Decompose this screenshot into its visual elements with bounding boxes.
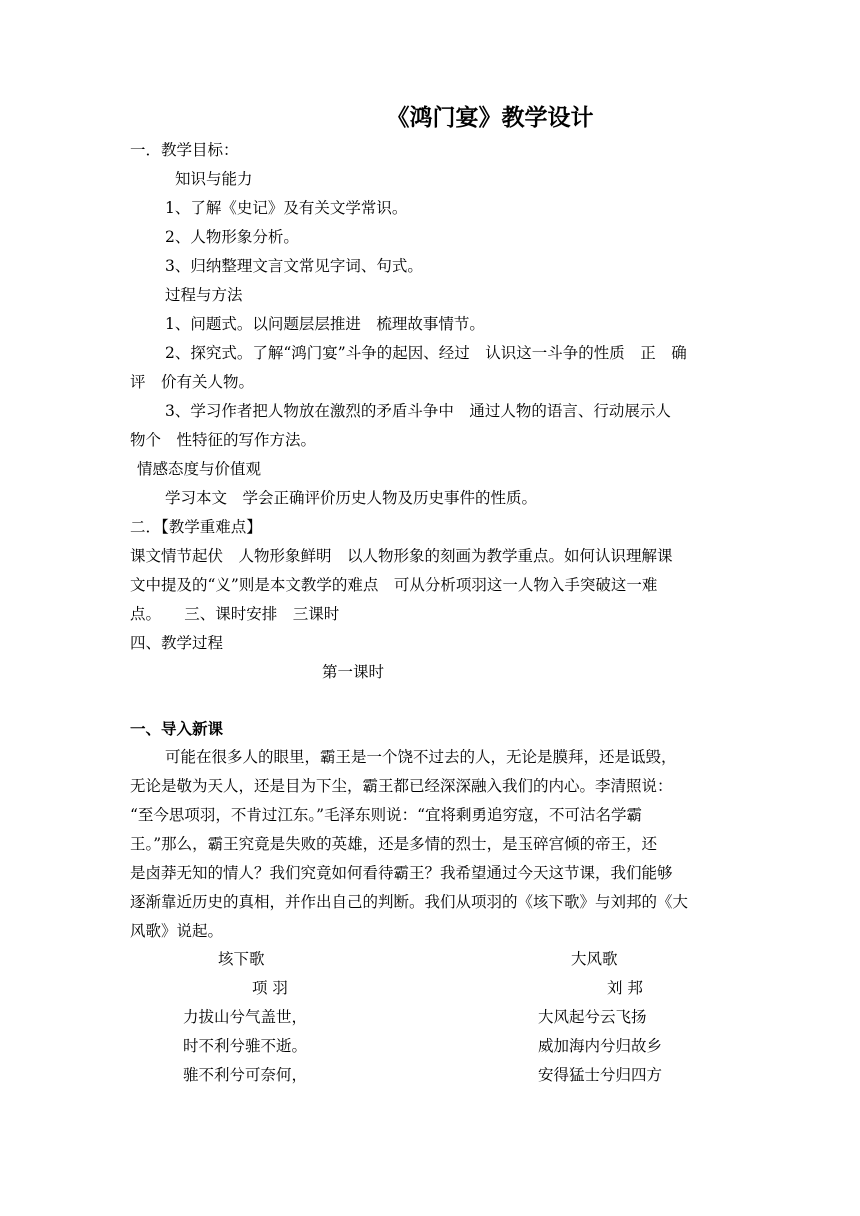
section-1-heading: 一．教学目标： bbox=[130, 141, 239, 159]
poem-right-line-2: 威加海内兮归故乡 bbox=[538, 1037, 663, 1055]
lesson-label: 第一课时 bbox=[322, 663, 385, 681]
knowledge-heading: 知识与能力 bbox=[175, 170, 253, 188]
process-item-2-line-1: 2、探究式。了解“鸿门宴”斗争的起因、经过 认识这一斗争的性质 正 确 bbox=[165, 344, 687, 362]
poem-left-line-1: 力拔山兮气盖世， bbox=[183, 1008, 308, 1026]
process-item-1: 1、问题式。以问题层层推进 梳理故事情节。 bbox=[165, 315, 485, 333]
knowledge-item-1: 1、了解《史记》及有关文学常识。 bbox=[165, 199, 408, 217]
emotion-heading: 情感态度与价值观 bbox=[137, 460, 262, 478]
poem-right-author: 刘 邦 bbox=[607, 979, 643, 997]
intro-heading: 一、导入新课 bbox=[130, 720, 224, 738]
intro-paragraph-line-6: 逐渐靠近历史的真相，并作出自己的判断。我们从项羽的《垓下歌》与刘邦的《大 bbox=[130, 893, 689, 911]
poem-left-line-3: 骓不利兮可奈何， bbox=[183, 1066, 308, 1084]
section-4-heading: 四、教学过程 bbox=[130, 634, 224, 652]
emotion-item-1: 学习本文 学会正确评价历史人物及历史事件的性质。 bbox=[165, 489, 538, 507]
page-title: 《鸿门宴》教学设计 bbox=[386, 105, 594, 131]
intro-paragraph-line-7: 风歌》说起。 bbox=[130, 922, 224, 940]
poem-right-line-1: 大风起兮云飞扬 bbox=[538, 1008, 647, 1026]
process-item-2-line-2: 评 价有关人物。 bbox=[130, 373, 255, 391]
process-item-3-line-2: 物个 性特征的写作方法。 bbox=[130, 431, 317, 449]
section-2-heading: 二．【教学重难点】 bbox=[130, 518, 262, 536]
poem-left-line-2: 时不利兮骓不逝。 bbox=[183, 1037, 308, 1055]
section-2-line-1: 课文情节起伏 人物形象鲜明 以人物形象的刻画为教学重点。如何认识理解课 bbox=[130, 547, 673, 565]
intro-paragraph-line-3: “至今思项羽，不肯过江东。”毛泽东则说：“宜将剩勇追穷寇，不可沽名学霸 bbox=[130, 806, 643, 824]
process-item-3-line-1: 3、学习作者把人物放在激烈的矛盾斗争中 通过人物的语言、行动展示人 bbox=[165, 402, 671, 420]
section-2-line-2: 文中提及的“义”则是本文教学的难点 可从分析项羽这一人物入手突破这一难 bbox=[130, 576, 658, 594]
knowledge-item-3: 3、归纳整理文言文常见字词、句式。 bbox=[165, 257, 423, 275]
intro-paragraph-line-5: 是卤莽无知的情人？我们究竟如何看待霸王？我希望通过今天这节课，我们能够 bbox=[130, 864, 673, 882]
knowledge-item-2: 2、人物形象分析。 bbox=[165, 228, 299, 246]
section-2-line-3: 点。 三、课时安排 三课时 bbox=[130, 605, 340, 623]
poem-left-author: 项 羽 bbox=[252, 979, 288, 997]
intro-paragraph-line-4: 王。”那么，霸王究竟是失败的英雄，还是多情的烈士，是玉碎宫倾的帝王，还 bbox=[130, 835, 658, 853]
intro-paragraph-line-2: 无论是敬为天人，还是目为下尘，霸王都已经深深融入我们的内心。李清照说： bbox=[130, 777, 673, 795]
intro-paragraph-line-1: 可能在很多人的眼里，霸王是一个饶不过去的人，无论是膜拜，还是诋毁， bbox=[165, 748, 677, 766]
poem-left-title: 垓下歌 bbox=[218, 950, 265, 968]
poem-right-line-3: 安得猛士兮归四方 bbox=[538, 1066, 663, 1084]
process-heading: 过程与方法 bbox=[165, 286, 243, 304]
poem-right-title: 大风歌 bbox=[571, 950, 618, 968]
